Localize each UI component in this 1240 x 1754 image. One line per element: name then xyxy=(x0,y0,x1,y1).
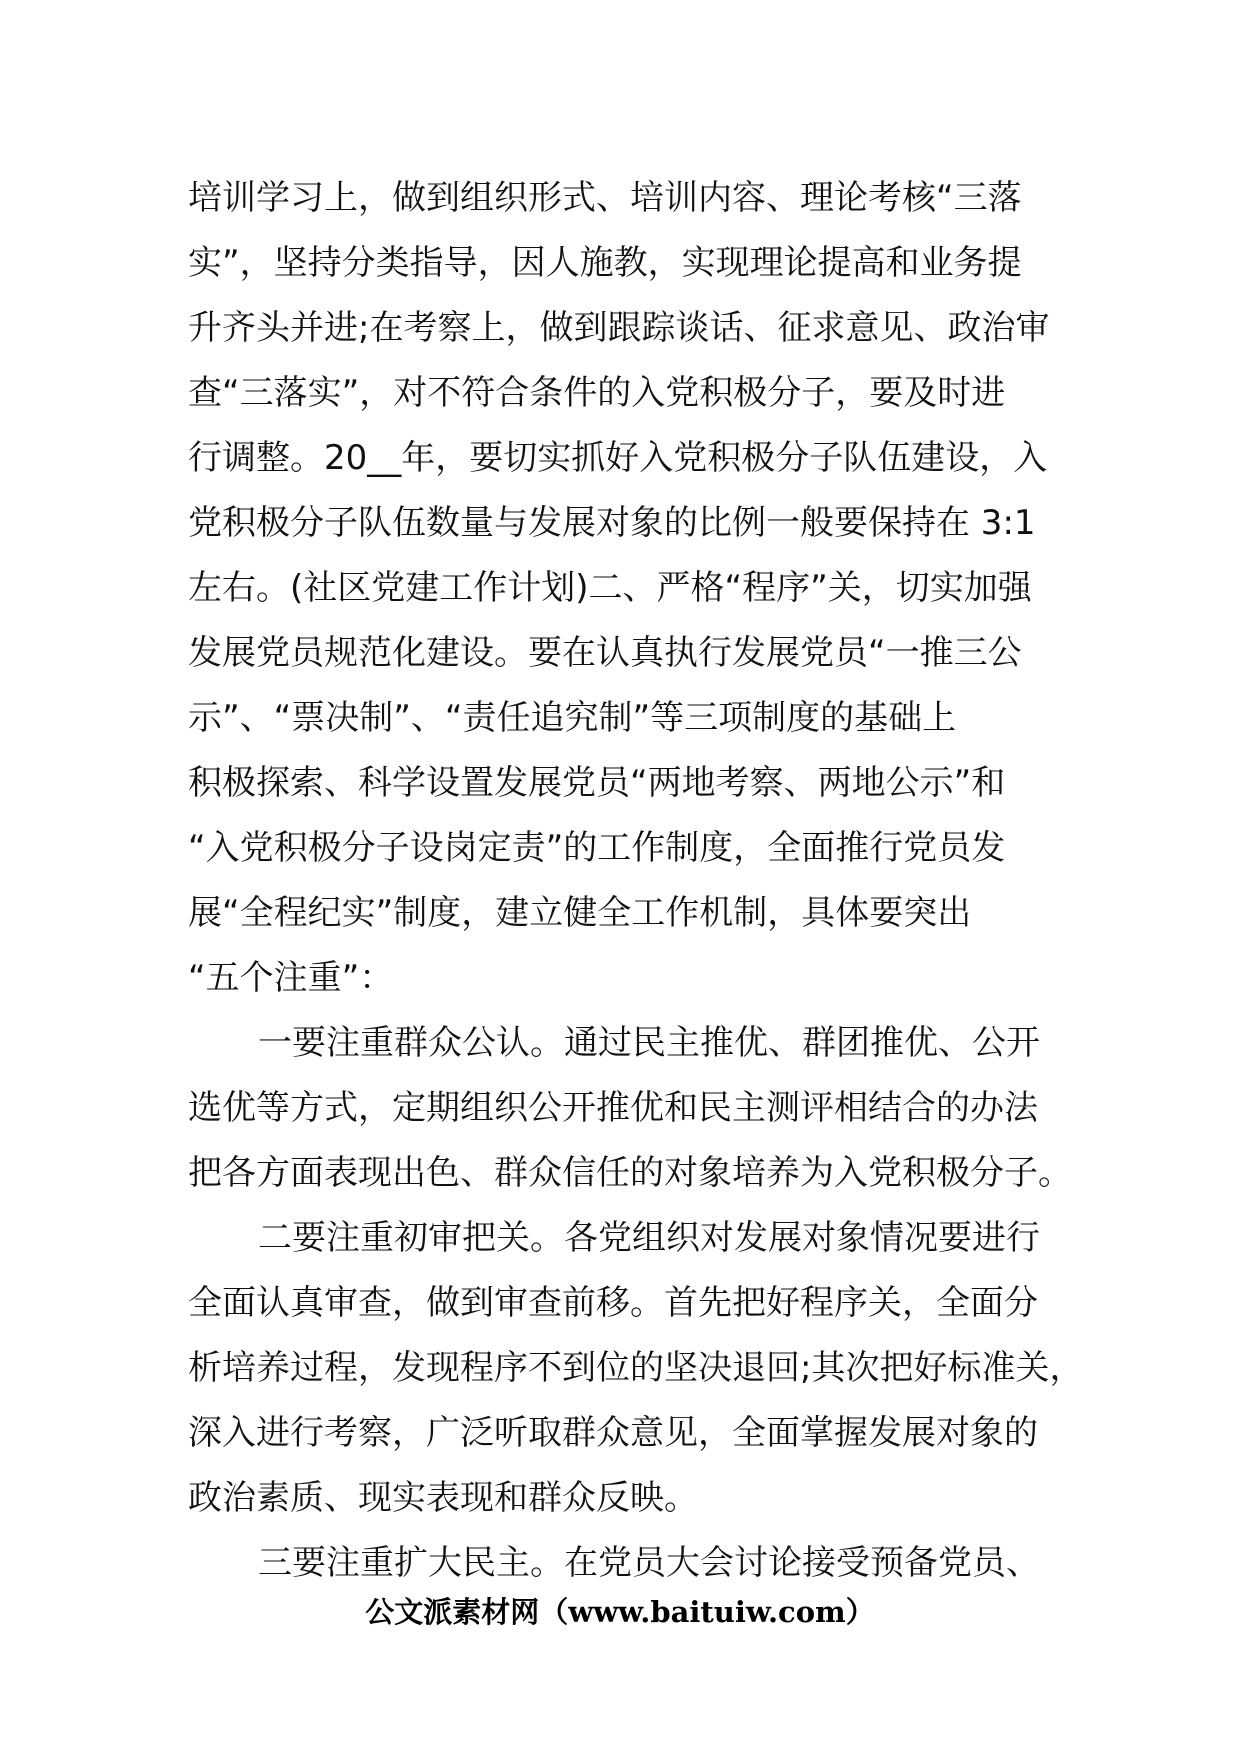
paragraph-first-line: 三要注重扩大民主。在党员大会讨论接受预备党员、 xyxy=(258,1543,1040,1583)
text-line: 政治素质、现实表现和群众反映。 xyxy=(188,1478,698,1518)
text-line: 左右。(社区党建工作计划)二、严格“程序”关，切实加强 xyxy=(188,568,1032,608)
text-line: 全面认真审查，做到审查前移。首先把好程序关，全面分 xyxy=(188,1283,1038,1323)
text-line: 选优等方式，定期组织公开推优和民主测评相结合的办法 xyxy=(188,1088,1038,1128)
text-line: 培训学习上，做到组织形式、培训内容、理论考核“三落 xyxy=(188,178,1022,218)
source-footer: 公文派素材网（www.baituiw.com） xyxy=(365,1595,875,1629)
text-line: 党积极分子队伍数量与发展对象的比例一般要保持在 3:1 xyxy=(188,503,1036,543)
text-line: 发展党员规范化建设。要在认真执行发展党员“一推三公 xyxy=(188,633,1022,673)
text-line: 深入进行考察，广泛听取群众意见，全面掌握发展对象的 xyxy=(188,1413,1038,1453)
paragraph-first-line: 一要注重群众公认。通过民主推优、群团推优、公开 xyxy=(258,1023,1040,1063)
text-line: “五个注重”： xyxy=(188,958,394,998)
text-line: 升齐头并进;在考察上，做到跟踪谈话、征求意见、政治审 xyxy=(188,308,1050,348)
text-line: 示”、“票决制”、“责任追究制”等三项制度的基础上 xyxy=(188,698,957,738)
text-line: 析培养过程，发现程序不到位的坚决退回;其次把好标准关， xyxy=(188,1348,1084,1388)
text-line: “入党积极分子设岗定责”的工作制度，全面推行党员发 xyxy=(188,828,1006,868)
text-line: 把各方面表现出色、群众信任的对象培养为入党积极分子。 xyxy=(188,1153,1072,1193)
text-line: 展“全程纪实”制度，建立健全工作机制，具体要突出 xyxy=(188,893,972,933)
body-text xyxy=(188,166,1088,1596)
paragraph-first-line: 二要注重初审把关。各党组织对发展对象情况要进行 xyxy=(258,1218,1040,1258)
text-line: 行调整。20__年，要切实抓好入党积极分子队伍建设，入 xyxy=(188,438,1048,478)
text-line: 积极探索、科学设置发展党员“两地考察、两地公示”和 xyxy=(188,763,1006,803)
text-line: 实”，坚持分类指导，因人施教，实现理论提高和业务提 xyxy=(188,243,1022,283)
text-line: 查“三落实”，对不符合条件的入党积极分子，要及时进 xyxy=(188,373,1006,413)
